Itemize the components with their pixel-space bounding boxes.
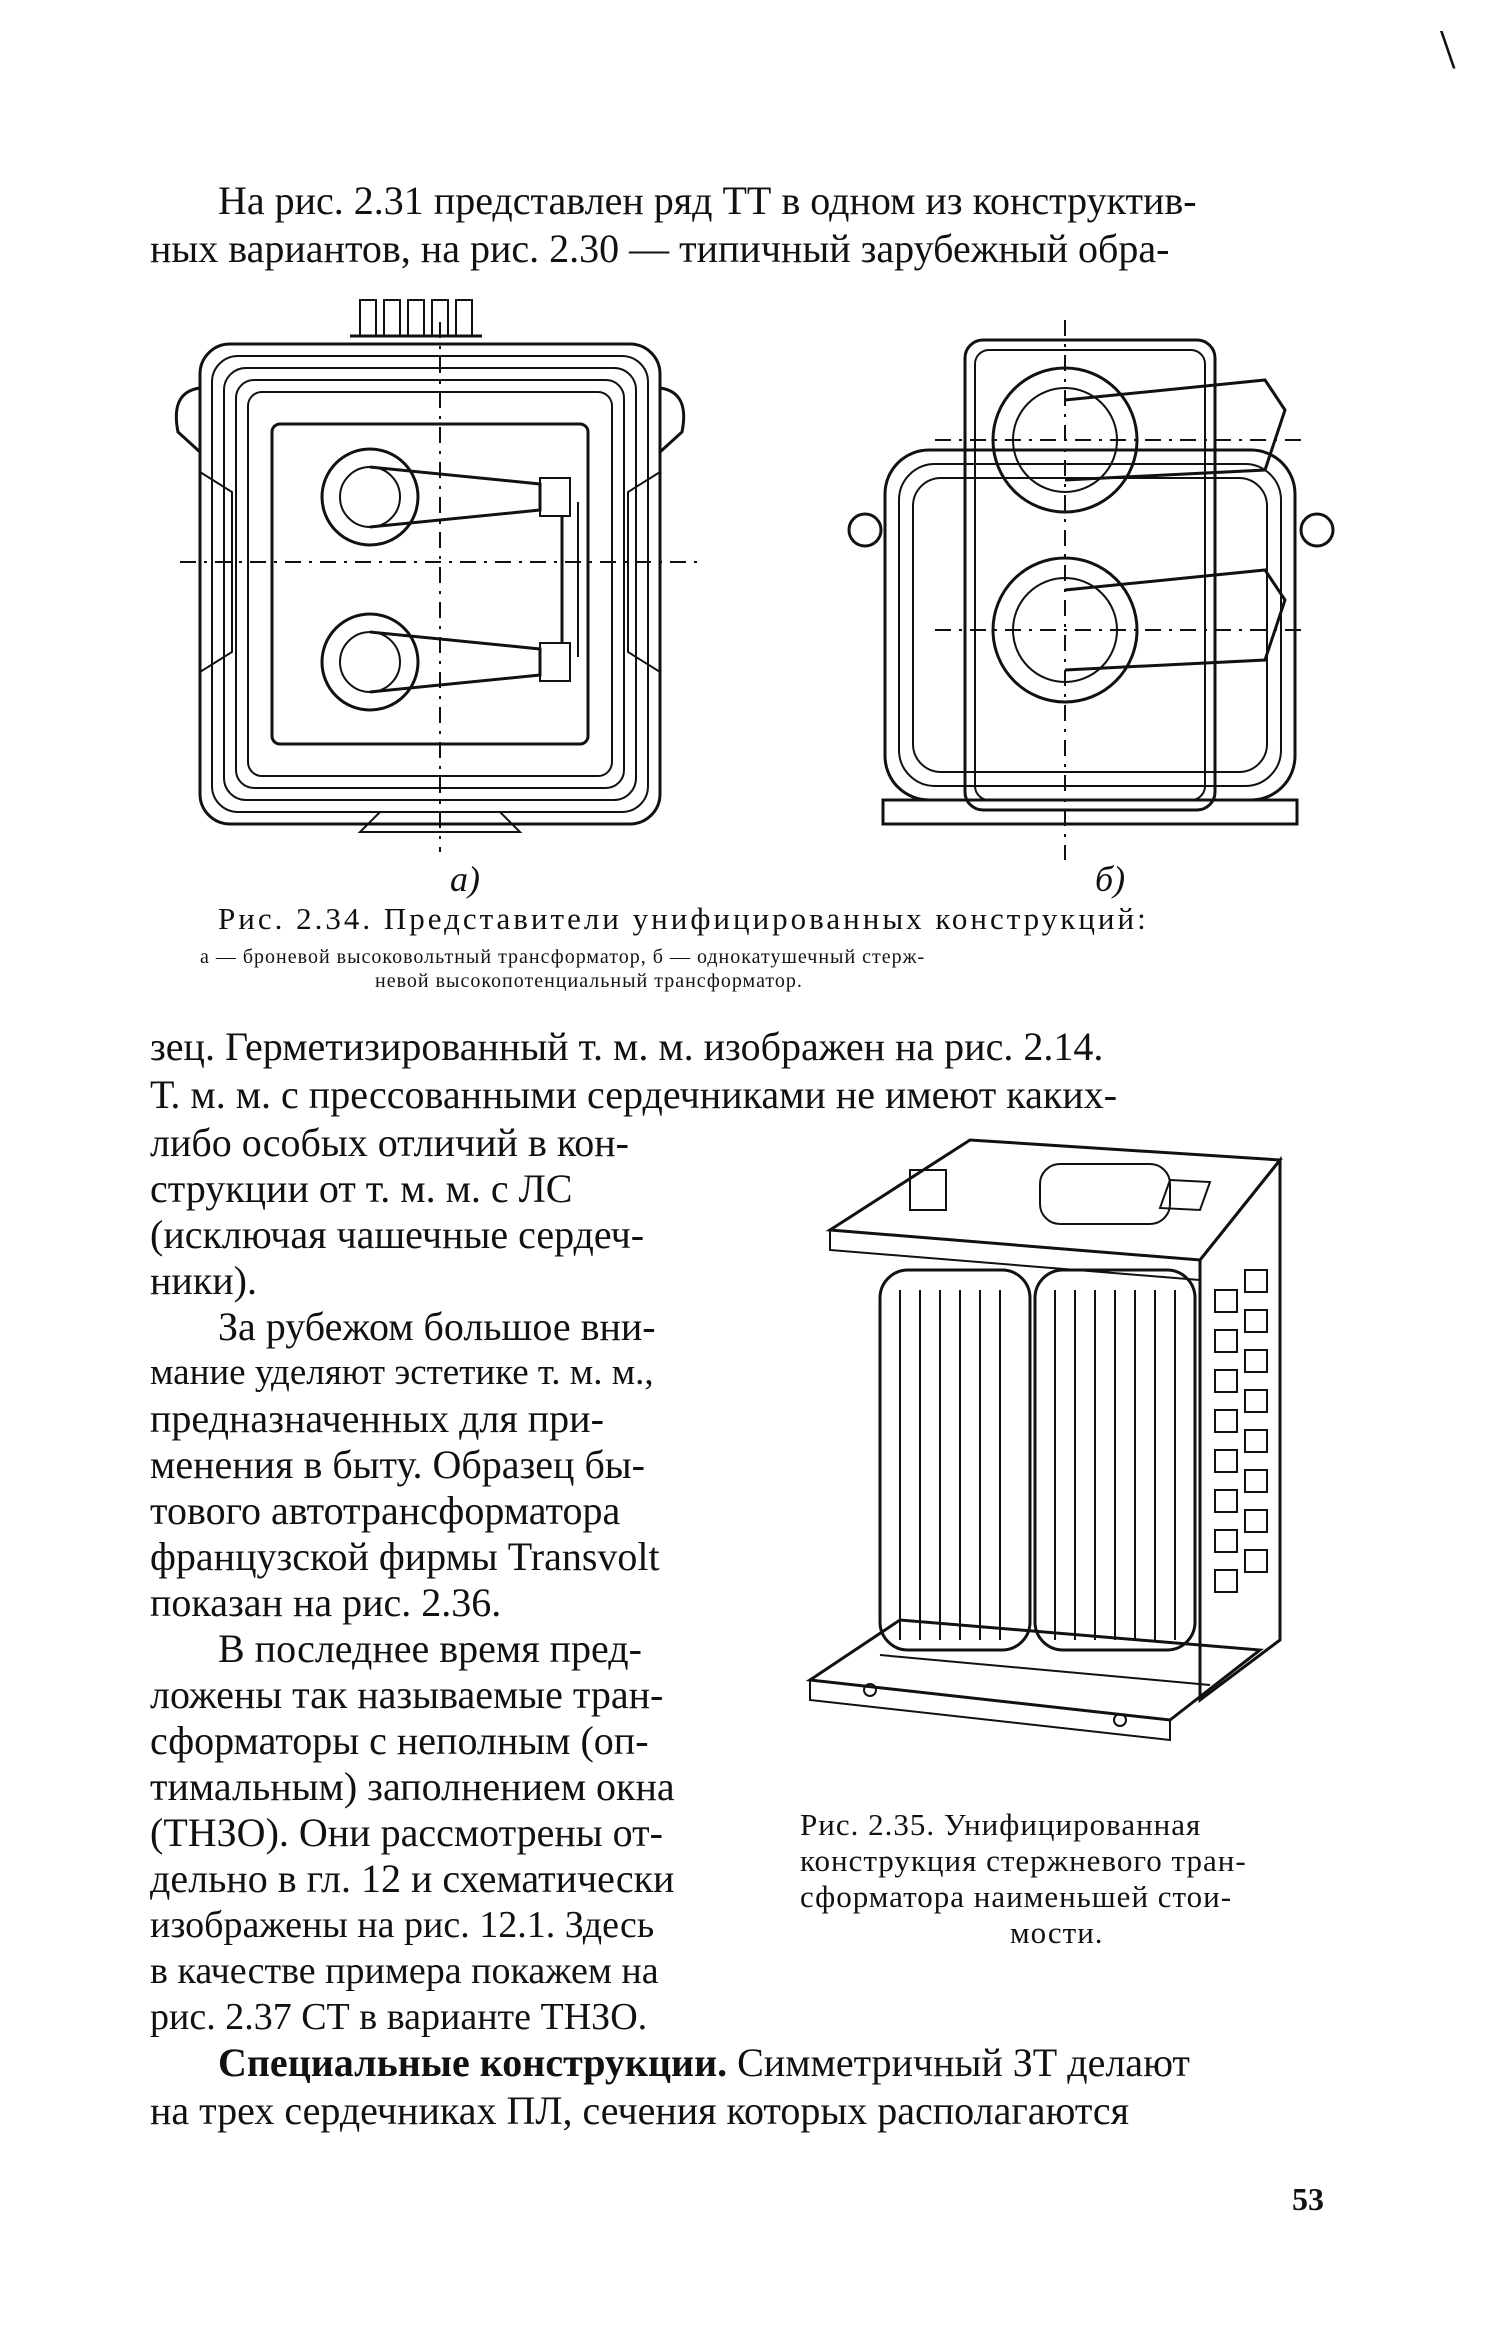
para-2-line-2: Т. м. м. с прессованными сердечниками не имеют каких- bbox=[150, 1072, 1118, 1117]
figure-2-34-caption-line-2: невой высокопотенциальный трансформатор. bbox=[375, 970, 803, 992]
left-col-line-18: изображены на рис. 12.1. Здесь bbox=[150, 1904, 655, 1946]
figure-2-35-caption-line-1: Рис. 2.35. Унифицированная bbox=[800, 1807, 1202, 1842]
left-col-line-16: (ТНЗО). Они рассмотрены от- bbox=[150, 1810, 663, 1855]
figure-2-35-core-transformer bbox=[790, 1120, 1310, 1780]
left-col-line-9: тового автотрансформатора bbox=[150, 1488, 621, 1533]
left-col-line-6: мание уделяют эстетике т. м. м., bbox=[150, 1352, 654, 1393]
figure-label-b: б) bbox=[1095, 859, 1126, 899]
special-constructions-heading: Специальные конструкции. bbox=[218, 2040, 728, 2085]
left-col-line-13: ложены так называемые тран- bbox=[150, 1672, 664, 1717]
left-col-line-11: показан на рис. 2.36. bbox=[150, 1580, 502, 1625]
figure-2-35-caption-line-3: сформатора наименьшей стои- bbox=[800, 1879, 1233, 1914]
top-paragraph-line-1: На рис. 2.31 представлен ряд ТТ в одном из конструктив- bbox=[218, 178, 1197, 223]
left-col-line-15: тимальным) заполнением окна bbox=[150, 1764, 675, 1809]
figure-2-34-caption-line-1: а — броневой высоковольтный трансформатор, б — однокатушечный стерж- bbox=[200, 946, 926, 968]
figure-2-34b-single-coil-transformer bbox=[835, 320, 1345, 860]
figure-2-35-caption-line-2: конструкция стержневого тран- bbox=[800, 1843, 1247, 1878]
special-constructions-line-1-text: Симметричный ЗТ делают bbox=[737, 2040, 1190, 2085]
figure-2-34a-armored-transformer bbox=[160, 292, 720, 852]
left-col-line-7: предназначенных для при- bbox=[150, 1396, 604, 1441]
para-2-line-1: зец. Герметизированный т. м. м. изображен на рис. 2.14. bbox=[150, 1024, 1104, 1069]
top-paragraph-line-2: ных вариантов, на рис. 2.30 — типичный зарубежный обра- bbox=[150, 226, 1170, 271]
left-col-line-17: дельно в гл. 12 и схематически bbox=[150, 1856, 675, 1901]
figure-label-a: а) bbox=[450, 859, 480, 899]
left-col-line-5: За рубежом большое вни- bbox=[218, 1304, 656, 1349]
left-col-line-19: в качестве примера покажем на bbox=[150, 1950, 659, 1992]
left-col-line-8: менения в быту. Образец бы- bbox=[150, 1442, 645, 1487]
figure-2-35-caption-line-4: мости. bbox=[1010, 1915, 1104, 1950]
left-col-line-1: либо особых отличий в кон- bbox=[150, 1120, 629, 1165]
left-col-line-12: В последнее время пред- bbox=[218, 1626, 642, 1671]
left-col-line-10: французской фирмы Transvolt bbox=[150, 1534, 660, 1579]
special-constructions-line-2: на трех сердечниках ПЛ, сечения которых располагаются bbox=[150, 2088, 1129, 2133]
corner-mark: \ bbox=[1440, 19, 1456, 81]
left-col-line-14: сформаторы с неполным (оп- bbox=[150, 1718, 649, 1763]
left-col-line-20: рис. 2.37 СТ в варианте ТНЗО. bbox=[150, 1996, 648, 2038]
left-col-line-4: ники). bbox=[150, 1258, 257, 1303]
special-constructions-line-1 bbox=[218, 2040, 1190, 2086]
terminal-strip-icon bbox=[1215, 1270, 1267, 1592]
terminal-block-icon bbox=[350, 300, 482, 336]
page-number: 53 bbox=[1292, 2181, 1324, 2217]
figure-2-34-caption-title: Рис. 2.34. Представители унифицированных конструкций: bbox=[218, 901, 1149, 936]
left-col-line-3: (исключая чашечные сердеч- bbox=[150, 1212, 645, 1257]
left-col-line-2: струкции от т. м. м. с ЛС bbox=[150, 1166, 573, 1211]
